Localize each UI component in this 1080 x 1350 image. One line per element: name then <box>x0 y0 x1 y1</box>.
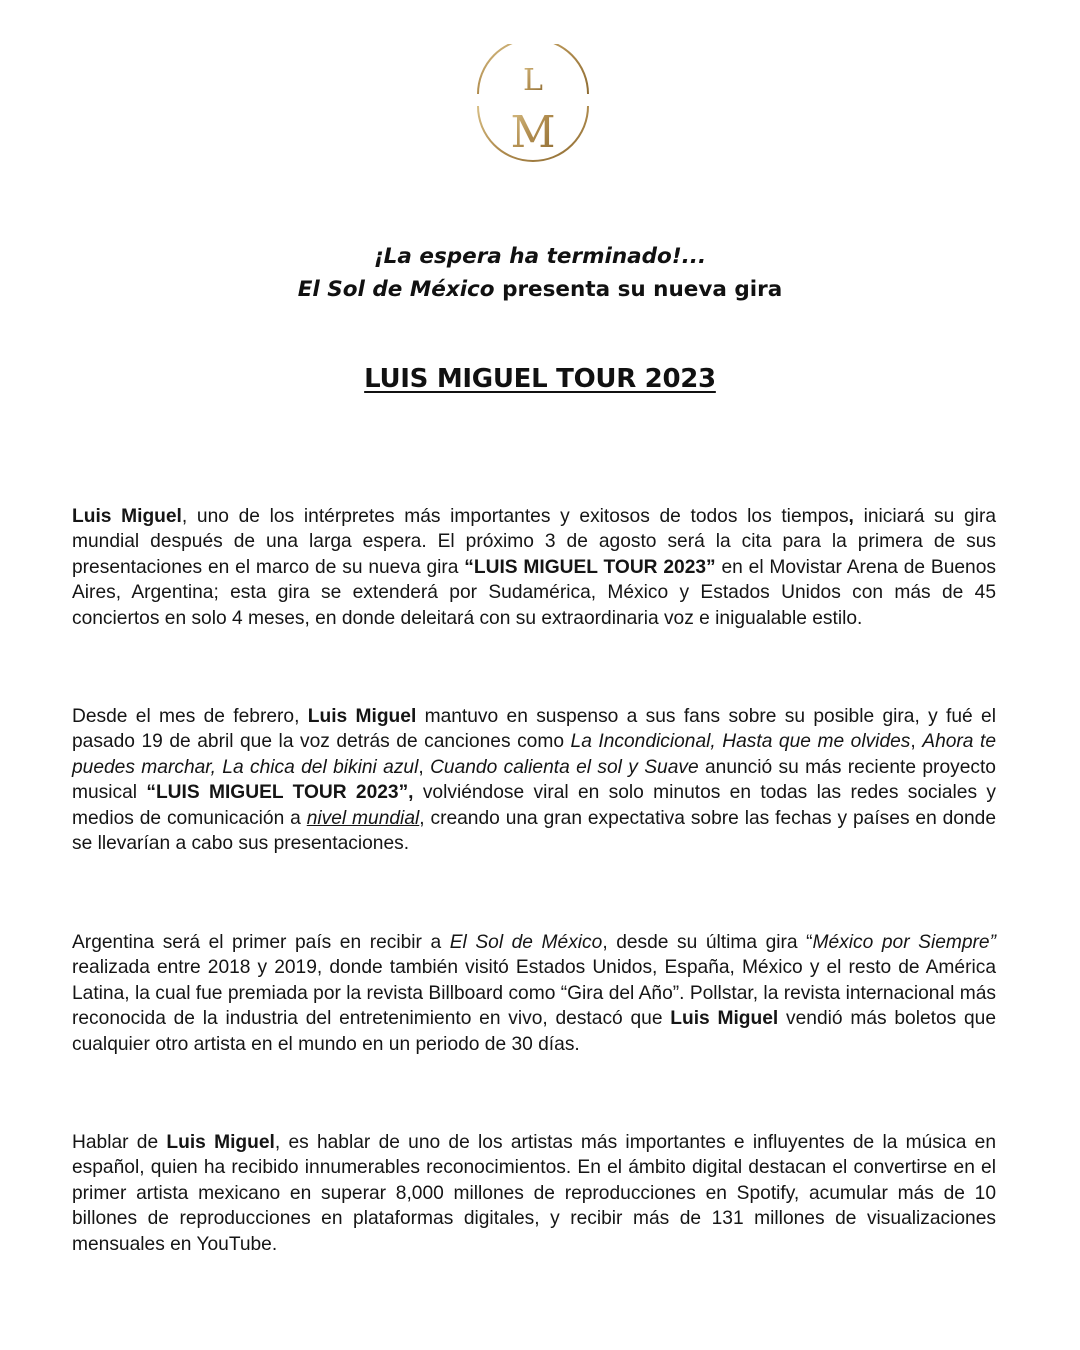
p2-s8: Cuando calienta el sol y Suave <box>430 756 699 778</box>
p4-s1: Hablar de <box>72 1132 167 1153</box>
document-title: LUIS MIGUEL TOUR 2023 <box>364 364 716 394</box>
p3-s1: Argentina será el primer país en recibir a <box>72 932 450 953</box>
p3-s5: realizada entre 2018 y 2019, donde también visitó Estados Unidos, España, México y el resto de América Latina, la cual fue premiada por la revista Billboard como “Gira del Año”. Pollstar, la revista internacional más reconocida de la industria del entretenimiento en vivo, destacó que <box>72 957 996 1030</box>
p2-s1: Desde el mes de febrero, <box>72 706 308 727</box>
paragraph-2 <box>72 704 996 856</box>
p1-s1: Luis Miguel <box>72 506 182 527</box>
p1-s5: “LUIS MIGUEL TOUR 2023” <box>464 556 716 578</box>
p1-s6: en el Movistar Arena de Buenos Aires, Argentina; esta gira se extenderá por Sudamérica, México y Estados Unidos con más de 45 conciertos en solo 4 meses, en donde deleitará con su extraordinaria voz e inigualable estilo. <box>72 556 996 629</box>
p3-s4: México por Siempre” <box>812 932 996 953</box>
p2-s13: , creando una gran expectativa sobre las fechas y países en donde se llevarían a cabo sus presentaciones. <box>72 807 996 855</box>
paragraph-3 <box>72 930 996 1057</box>
p4-s2: Luis Miguel <box>166 1132 275 1153</box>
paragraph-1 <box>72 504 996 631</box>
p2-s12: nivel mundial <box>306 807 420 829</box>
p2-s2: Luis Miguel <box>307 706 417 727</box>
p2-s11: volviéndose viral en solo minutos en todas las redes sociales y medios de comunicación a <box>72 782 996 829</box>
lm-monogram-logo <box>456 44 610 164</box>
p3-s6: Luis Miguel <box>670 1008 779 1030</box>
p4-s3: , es hablar de uno de los artistas más importantes e influyentes de la música en español, quien ha recibido innumerables reconocimientos. En el ámbito digital destacan el convertirse en el primer artista mexicano en superar 8,000 millones de reproducciones en Spotify, acumular más de 10 billones de reproducciones en plataformas digitales, y recibir más de 131 millones de visualizaciones mensuales en YouTube. <box>72 1132 997 1255</box>
p3-s3: , desde su última gira “ <box>602 932 813 953</box>
p2-s3: mantuvo en suspenso a sus fans sobre su posible gira, y fué el pasado 19 de abril que la voz detrás de canciones como <box>72 706 996 753</box>
headline-italic: El Sol de México <box>297 277 495 302</box>
p2-s9: anunció su más reciente proyecto musical <box>72 756 996 804</box>
paragraph-4 <box>72 1130 996 1257</box>
p2-s7: , <box>418 756 431 778</box>
p2-s10: “LUIS MIGUEL TOUR 2023”, <box>146 782 414 804</box>
headline-rest: presenta su nueva gira <box>494 277 783 302</box>
p2-s6: Ahora te puedes marchar, La chica del bikini azul <box>72 731 996 778</box>
logo-letter-m: M <box>510 107 556 158</box>
headline-line-2 <box>0 277 1080 302</box>
headline-line-1: ¡La espera ha terminado!... <box>373 244 707 269</box>
p1-s4: iniciará su gira mundial después de una larga espera. El próximo 3 de agosto será la cita para la primera de sus presentaciones en el marco de su nueva gira <box>72 506 997 578</box>
p1-s2: , uno de los intérpretes más importantes y exitosos de todos los tiempos <box>181 506 849 527</box>
p3-s2: El Sol de México <box>449 932 603 953</box>
p1-s3: , <box>848 506 854 527</box>
p2-s5: , <box>910 731 923 753</box>
logo-letter-l: L <box>523 63 543 98</box>
p2-s4: La Incondicional, Hasta que me olvides <box>570 731 911 753</box>
p3-s7: vendió más boletos que cualquier otro artista en el mundo en un periodo de 30 días. <box>72 1008 997 1055</box>
